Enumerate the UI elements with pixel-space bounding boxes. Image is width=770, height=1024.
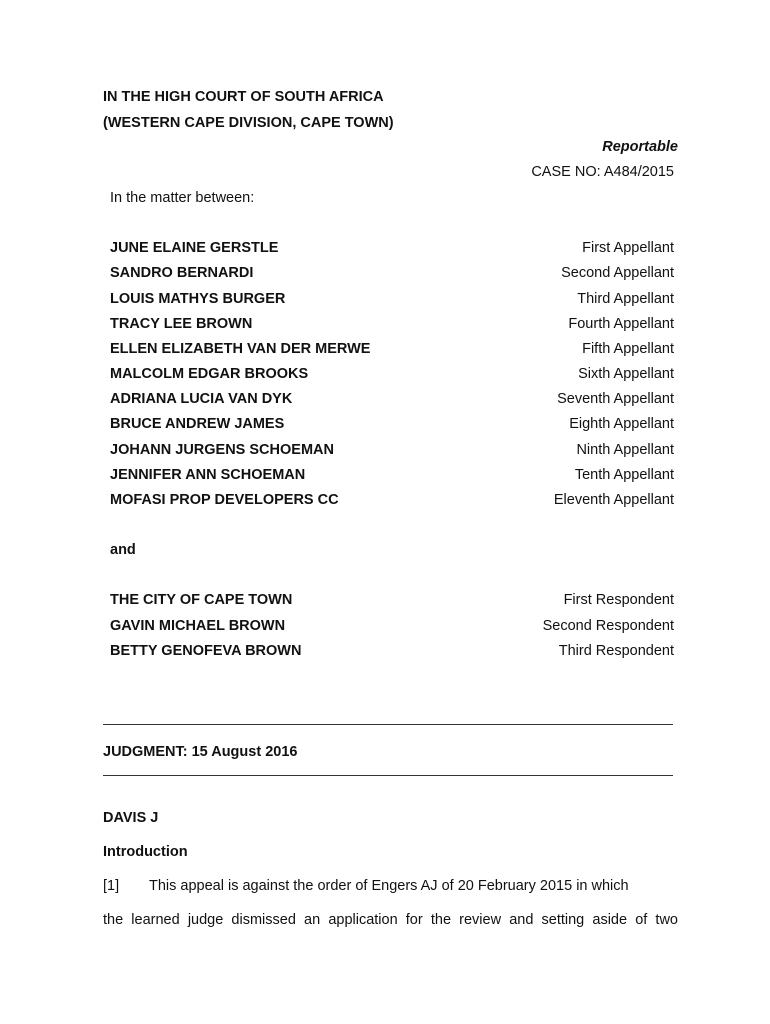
respondent-role: Second Respondent [542, 618, 674, 634]
appellant-role: Eighth Appellant [569, 416, 674, 432]
respondent-name: GAVIN MICHAEL BROWN [110, 618, 286, 634]
appellant-role: Sixth Appellant [578, 366, 674, 382]
appellant-name: LOUIS MATHYS BURGER [110, 291, 286, 307]
court-division-line: (WESTERN CAPE DIVISION, CAPE TOWN) [103, 115, 394, 131]
appellant-name: JOHANN JURGENS SCHOEMAN [110, 442, 334, 458]
appellant-role: Seventh Appellant [557, 391, 674, 407]
paragraph-text: This appeal is against the order of Engers AJ of 20 February 2015 in which [149, 878, 629, 894]
reportable-label: Reportable [602, 139, 678, 155]
respondent-name: BETTY GENOFEVA BROWN [110, 643, 302, 659]
divider-line [103, 775, 673, 776]
appellant-name: ELLEN ELIZABETH VAN DER MERWE [110, 341, 371, 357]
appellant-name: MALCOLM EDGAR BROOKS [110, 366, 309, 382]
appellant-name: MOFASI PROP DEVELOPERS CC [110, 492, 339, 508]
paragraph-number: [1] [103, 878, 120, 894]
appellant-name: BRUCE ANDREW JAMES [110, 416, 285, 432]
respondent-role: Third Respondent [558, 643, 674, 659]
appellant-name: JENNIFER ANN SCHOEMAN [110, 467, 306, 483]
appellant-name: JUNE ELAINE GERSTLE [110, 240, 279, 256]
appellant-name: SANDRO BERNARDI [110, 265, 254, 281]
respondent-role: First Respondent [563, 592, 674, 608]
appellant-name: TRACY LEE BROWN [110, 316, 253, 332]
and-separator: and [110, 542, 136, 558]
matter-between-label: In the matter between: [110, 190, 255, 206]
appellant-role: Fourth Appellant [568, 316, 674, 332]
appellant-role: Eleventh Appellant [553, 492, 674, 508]
appellant-role: First Appellant [582, 240, 674, 256]
paragraph-first-line [103, 877, 678, 895]
appellant-role: Tenth Appellant [574, 467, 674, 483]
case-number: CASE NO: A484/2015 [531, 164, 674, 180]
appellant-role: Second Appellant [561, 265, 674, 281]
judgment-heading: JUDGMENT: 15 August 2016 [103, 744, 298, 760]
divider-line [103, 724, 673, 725]
judge-name: DAVIS J [103, 810, 159, 826]
section-heading: Introduction [103, 844, 188, 860]
appellant-role: Third Appellant [577, 291, 674, 307]
appellant-role: Ninth Appellant [576, 442, 674, 458]
paragraph-second-line: the learned judge dismissed an application for the review and setting aside of two [103, 912, 678, 928]
respondent-name: THE CITY OF CAPE TOWN [110, 592, 293, 608]
appellant-name: ADRIANA LUCIA VAN DYK [110, 391, 293, 407]
appellant-role: Fifth Appellant [582, 341, 674, 357]
court-name-line: IN THE HIGH COURT OF SOUTH AFRICA [103, 89, 384, 105]
